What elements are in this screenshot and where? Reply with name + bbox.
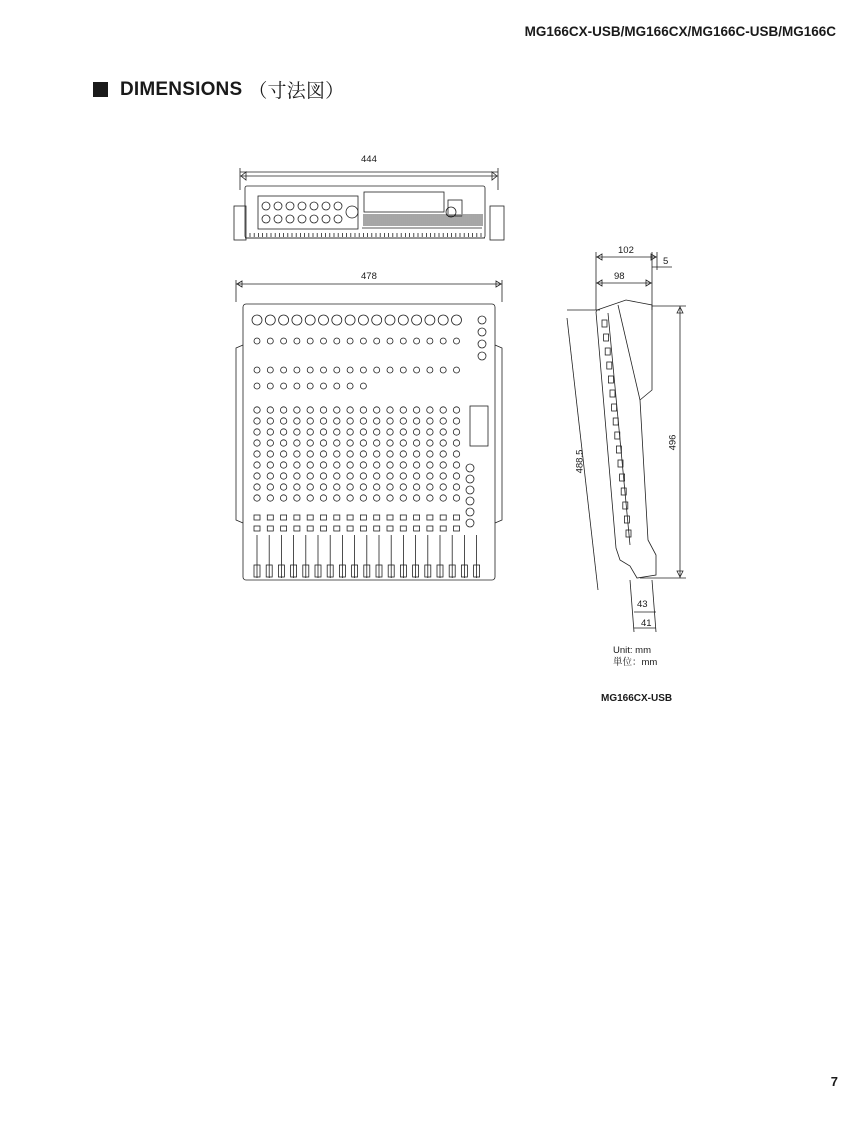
dim-side-depth-body: 98 [614, 271, 625, 282]
page-number: 7 [830, 1074, 838, 1089]
header-model-title: MG166CX-USB/MG166CX/MG166C-USB/MG166C [524, 24, 836, 39]
section-title: DIMENSIONS [120, 78, 243, 100]
section-title-jp: （寸法図） [248, 81, 345, 102]
top-view-drawing [236, 280, 502, 580]
dim-side-depth-total: 102 [618, 245, 634, 256]
unit-label-jp: 単位：mm [613, 657, 658, 668]
dim-side-slope-length: 488.5 [574, 449, 586, 474]
rear-view-drawing [234, 168, 504, 240]
dim-side-height: 496 [667, 434, 679, 451]
dim-base-43: 43 [637, 599, 648, 610]
unit-label-en: Unit: mm [613, 645, 651, 656]
unit-note [613, 645, 657, 669]
dim-side-offset: 5 [663, 256, 669, 267]
figure-caption: MG166CX-USB [601, 693, 673, 704]
dim-top-width: 478 [361, 271, 377, 282]
dim-rear-width: 444 [361, 154, 377, 165]
dim-base-41: 41 [641, 618, 652, 629]
